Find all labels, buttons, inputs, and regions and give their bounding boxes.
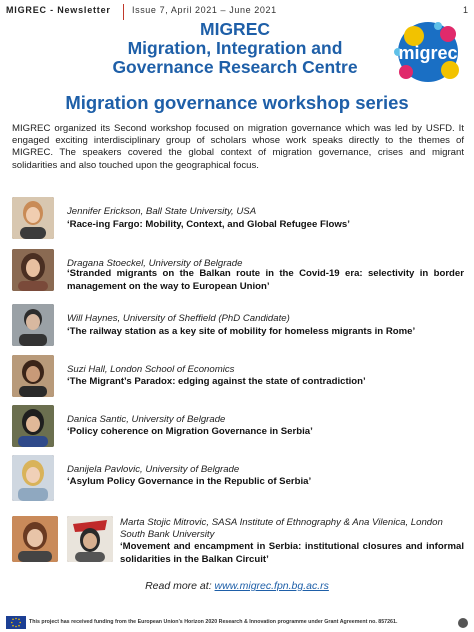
speaker-entry bbox=[12, 455, 464, 505]
org-title-line1: MIGREC bbox=[200, 19, 270, 39]
org-title-line3: Governance Research Centre bbox=[112, 57, 358, 77]
speaker-name: Danijela Pavlovic, University of Belgrade bbox=[67, 464, 240, 475]
speaker-name: Dragana Stoeckel, University of Belgrade bbox=[67, 258, 243, 269]
eu-flag-icon bbox=[6, 616, 26, 629]
speaker-entry bbox=[12, 247, 464, 293]
header-divider bbox=[123, 4, 124, 20]
talk-title: ‘Movement and encampment in Serbia: institutional closures and informal solidarities in the Balkan Circuit’ bbox=[120, 541, 464, 565]
speaker-photo bbox=[12, 197, 54, 239]
speaker-entry bbox=[12, 195, 464, 240]
page-number: 1 bbox=[462, 5, 468, 15]
speaker-photo bbox=[67, 516, 113, 562]
talk-title: ‘Policy coherence on Migration Governance in Serbia’ bbox=[67, 426, 313, 437]
read-more-label: Read more at: bbox=[145, 580, 215, 592]
speaker-photo bbox=[12, 304, 54, 346]
talk-title: ‘The railway station as a key site of mobility for homeless migrants in Rome’ bbox=[67, 326, 416, 337]
newsletter-label: MIGREC - Newsletter bbox=[6, 5, 111, 15]
speaker-entry bbox=[12, 355, 464, 397]
speaker-entry bbox=[12, 516, 464, 568]
website-link[interactable]: www.migrec.fpn.bg.ac.rs bbox=[214, 580, 329, 592]
speaker-name: Jennifer Erickson, Ball State University, USA bbox=[67, 206, 257, 217]
org-title-line2: Migration, Integration and bbox=[127, 38, 343, 58]
speaker-photo bbox=[12, 249, 54, 291]
page-title: Migration governance workshop series bbox=[65, 92, 409, 113]
decorative-dot-icon bbox=[458, 618, 468, 628]
talk-title: ‘Race-ing Fargo: Mobility, Context, and Global Refugee Flows’ bbox=[67, 219, 350, 230]
read-more bbox=[0, 580, 474, 592]
speaker-name: Will Haynes, University of Sheffield (PhD Candidate) bbox=[67, 313, 290, 324]
speaker-name: Suzi Hall, London School of Economics bbox=[67, 364, 235, 375]
speaker-photo bbox=[12, 516, 58, 562]
intro-paragraph: MIGREC organized its Second workshop focused on migration governance which was led by USFD. It engaged exciting interdisciplinary group of scholars whose work speaks directly to the themes of MIGREC. The speakers covered the global context of migration governance, crises and migrant solidarities and also touched upon the geographical focus. bbox=[12, 123, 464, 171]
speaker-photo bbox=[12, 455, 54, 501]
issue-label: Issue 7, April 2021 – June 2021 bbox=[132, 5, 277, 15]
footer bbox=[0, 614, 474, 632]
talk-title: ‘The Migrant’s Paradox: edging against the state of contradiction’ bbox=[67, 376, 366, 387]
speaker-name: Danica Santic, University of Belgrade bbox=[67, 414, 226, 425]
speaker-photo bbox=[12, 405, 54, 447]
speaker-entry bbox=[12, 304, 464, 348]
speaker-entry bbox=[12, 405, 464, 449]
talk-title: ‘Stranded migrants on the Balkan route in the Covid-19 era: selectivity in border management on the way to European Union’ bbox=[67, 268, 464, 292]
org-title bbox=[60, 20, 410, 77]
speaker-name: Marta Stojic Mitrovic, SASA Institute of Ethnography & Ana Vilenica, London South Bank University bbox=[120, 517, 443, 540]
migrec-logo bbox=[388, 14, 466, 92]
funding-statement: This project has received funding from the European Union’s Horizon 2020 Research & Innovation programme under Grant Agreement no. 857261. bbox=[29, 619, 398, 625]
talk-title: ‘Asylum Policy Governance in the Republic of Serbia’ bbox=[67, 476, 312, 487]
speaker-photo bbox=[12, 355, 54, 397]
logo-text: migrec bbox=[398, 43, 458, 63]
